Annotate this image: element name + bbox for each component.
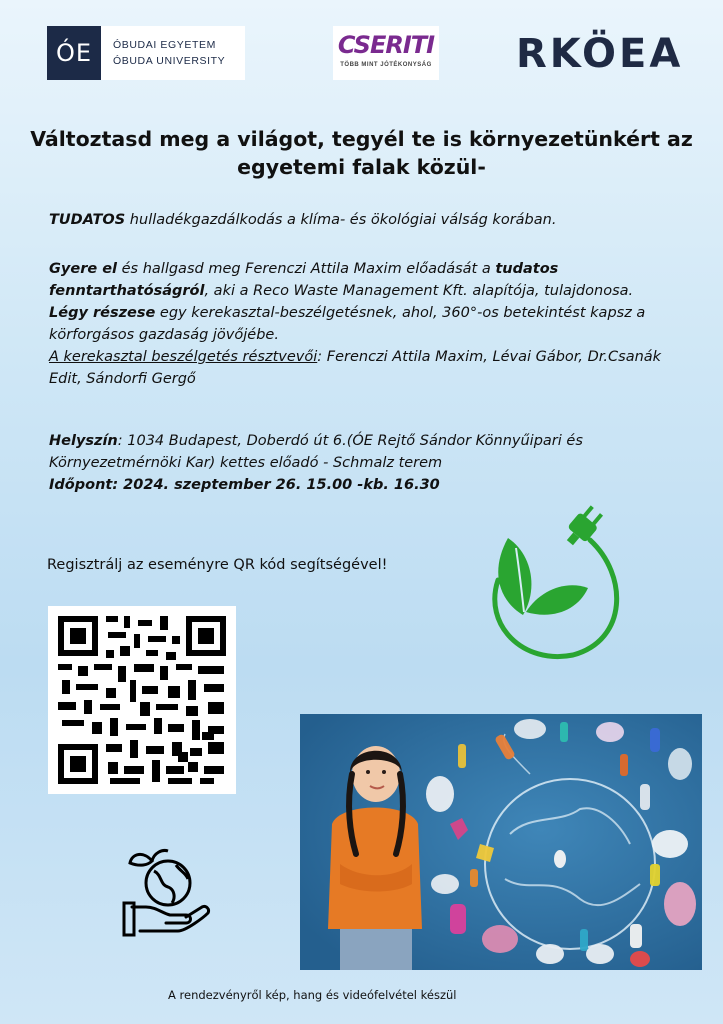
footer-notice: A rendezvényről kép, hang és videófelvétel készül: [168, 988, 457, 1002]
p2-rest: egy kerekasztal-beszélgetésnek, ahol, 360°-os betekintést kapsz a körforgásos gazdaság jövőjébe.: [49, 305, 646, 343]
intro-text: [49, 209, 699, 231]
rkoea-logo: RKÖEA: [516, 31, 684, 77]
event-photo: [300, 714, 702, 970]
p1-end: , aki a Reco Waste Management Kft. alapítója, tulajdonosa.: [204, 283, 634, 299]
participants-label: A kerekasztal beszélgetés résztvevői: [49, 349, 318, 365]
location-label: Helyszín: [49, 433, 118, 449]
event-time: Időpont: 2024. szeptember 26. 15.00 -kb. 16.30: [49, 477, 440, 493]
eco-plug-icon: [478, 500, 638, 662]
zero-waste-photo-image: [300, 714, 702, 970]
p1-bold: Gyere el: [49, 261, 118, 277]
location-text: : 1034 Budapest, Doberdó út 6.(ÓE Rejtő Sándor Könnyűipari és Környezetmérnöki Kar) kettes előadó - Schmalz terem: [49, 433, 583, 471]
p2-bold: Légy részese: [49, 305, 156, 321]
intro-bold: TUDATOS: [49, 212, 126, 228]
register-text: Regisztrálj az eseményre QR kód segítségével!: [47, 557, 388, 573]
p1-bold2: tudatos fenntarthatóságról: [49, 261, 559, 299]
cseriti-logo-name: CSERITI: [337, 31, 435, 59]
cseriti-logo: [333, 26, 439, 80]
intro-rest: hulladékgazdálkodás a klíma- és ökológiai válság korában.: [125, 212, 557, 228]
participants-list: : Ferenczi Attila Maxim, Lévai Gábor, Dr.Csanák Edit, Sándorfi Gergő: [49, 349, 662, 387]
qr-code[interactable]: [48, 606, 236, 794]
page-title: [30, 125, 693, 181]
oe-logo-mark: ÓE: [47, 26, 101, 80]
location-block: [49, 430, 649, 496]
title-line1: Változtasd meg a világot, tegyél te is környezetünkért az: [30, 127, 693, 151]
title-line2: egyetemi falak közül-: [237, 155, 486, 179]
p1-mid: és hallgasd meg Ferenczi Attila Maxim előadását a: [117, 261, 496, 277]
cseriti-logo-tagline: TÖBB MINT JÓTÉKONYSÁG: [340, 62, 432, 68]
oe-logo-line1: ÓBUDAI EGYETEM: [113, 39, 216, 51]
oe-logo-line2: ÓBUDA UNIVERSITY: [113, 55, 226, 67]
qr-code-image: [48, 606, 236, 794]
oe-logo-text: [101, 37, 225, 69]
description-paragraph: [49, 258, 689, 390]
obuda-university-logo: [47, 26, 245, 80]
hand-globe-icon: [122, 845, 212, 940]
